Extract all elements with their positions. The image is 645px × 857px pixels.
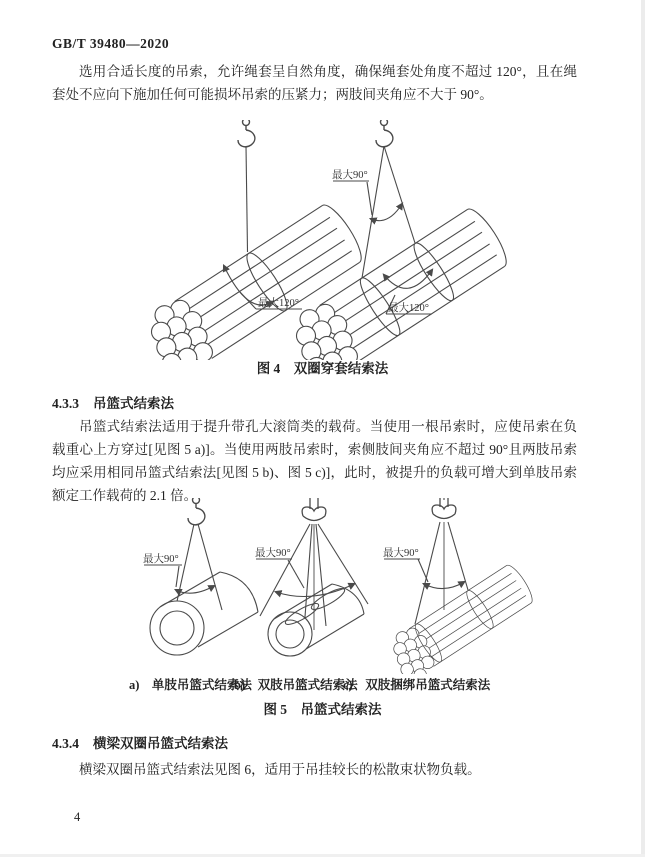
figure4-right-angle90-label: 最大90° — [332, 170, 368, 181]
section-number: 4.3.4 — [52, 736, 79, 751]
figure5a-angle-label: 最大90° — [143, 554, 179, 565]
crane-hook-icon — [376, 120, 393, 147]
section-4-3-4-body: 横梁双圈吊篮式结索法见图 6，适用于吊挂较长的松散束状物负载。 — [79, 762, 481, 777]
pipe-bundle — [383, 560, 540, 674]
section-number: 4.3.3 — [52, 396, 79, 411]
crane-hook-icon — [188, 498, 205, 525]
shackle-icon — [302, 498, 326, 521]
figure-4-diagram — [62, 120, 582, 360]
section-title: 吊篮式结索法 — [93, 396, 174, 411]
section-4-3-3-body: 吊篮式结索法适用于提升带孔大滚筒类的载荷。当使用一根吊索时，应使吊索在负载重心上方穿过[见图 5 a)]。当使用两肢吊索时，索侧肢间夹角应不超过 90°且两肢吊索均应采用相同吊篮式结索法[见图 5 b)、图 5 c)]，此时，被提升的负载可增大到单肢吊索额定工作载荷的 2.1 倍。 — [52, 419, 577, 503]
figure-4-caption: 图 4 双圈穿套结索法 — [256, 361, 389, 376]
figure4-right-angle120-label: 最大120° — [388, 303, 429, 314]
figure-5b-label: b) 双肢吊篮式结索法 — [234, 678, 358, 692]
figure5c-angle-label: 最大90° — [383, 548, 419, 559]
figure-5-caption: 图 5 吊篮式结索法 — [263, 702, 382, 717]
shackle-icon — [432, 498, 456, 519]
figure-5c-label: c) 双肢捆绑吊篮式结索法 — [343, 678, 491, 692]
scan-edge-right — [641, 0, 645, 857]
standard-number-header: GB/T 39480—2020 — [52, 36, 170, 51]
figure-5a-label: a) 单肢吊篮式结索法 — [129, 678, 252, 692]
intro-paragraph: 选用合适长度的吊索，允许绳套呈自然角度，确保绳套处角度不超过 120°，且在绳套处不应向下施加任何可能损坏吊索的压紧力；两肢间夹角应不大于 90°。 — [52, 64, 577, 102]
page-number: 4 — [74, 810, 81, 824]
figure-5-diagram — [62, 498, 582, 674]
section-4-3-4-heading — [52, 732, 228, 752]
pipe-bundle — [280, 201, 518, 360]
section-4-3-3-heading — [52, 392, 174, 412]
section-title: 横梁双圈吊篮式结索法 — [93, 736, 228, 751]
crane-hook-icon — [238, 120, 255, 147]
figure5b-angle-label: 最大90° — [255, 548, 291, 559]
figure4-left-angle-label: 最大120° — [258, 298, 299, 309]
figure-5-sub-captions — [0, 675, 645, 693]
